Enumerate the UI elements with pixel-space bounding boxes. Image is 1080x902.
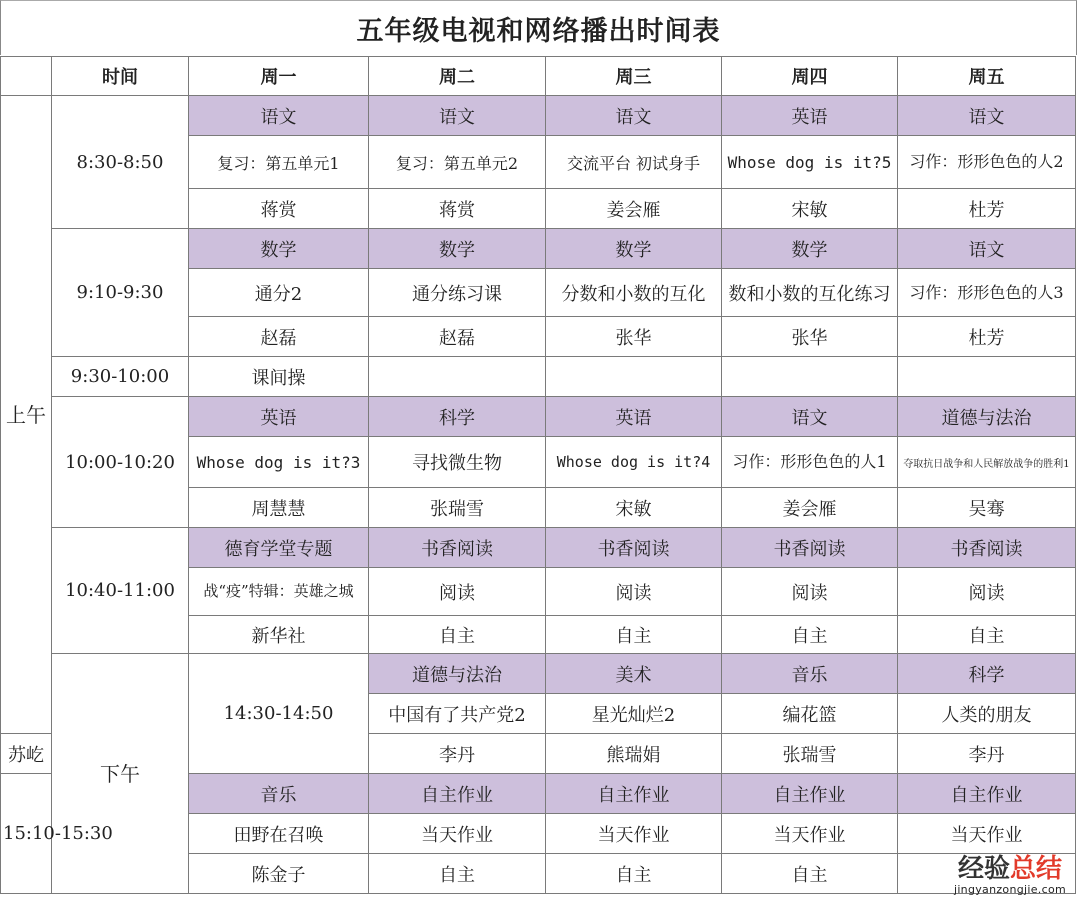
teacher-cell: 自主 xyxy=(722,616,898,654)
topic-cell: 通分2 xyxy=(189,269,369,317)
topic-cell: 通分练习课 xyxy=(369,269,546,317)
time-cell: 9:10-9:30 xyxy=(52,229,189,357)
time-cell: 14:30-14:50 xyxy=(189,654,369,774)
header-day: 周二 xyxy=(369,57,546,96)
subject-cell: 书香阅读 xyxy=(898,528,1076,568)
topic-cell: 人类的朋友 xyxy=(898,694,1076,734)
subject-cell: 数学 xyxy=(189,229,369,269)
schedule-table xyxy=(0,56,1076,894)
teacher-cell: 赵磊 xyxy=(369,317,546,357)
teacher-cell: 自主 xyxy=(546,854,722,894)
subject-cell: 道德与法治 xyxy=(898,397,1076,437)
subject-row xyxy=(1,96,1076,136)
teacher-cell: 姜会雁 xyxy=(546,189,722,229)
topic-cell: Whose dog is it?4 xyxy=(546,437,722,488)
page-title: 五年级电视和网络播出时间表 xyxy=(0,0,1077,55)
teacher-cell: 张华 xyxy=(546,317,722,357)
subject-cell: 自主作业 xyxy=(898,774,1076,814)
subject-cell: 语文 xyxy=(898,96,1076,136)
topic-cell: 分数和小数的互化 xyxy=(546,269,722,317)
topic-cell: Whose dog is it?5 xyxy=(722,136,898,189)
header-day: 周一 xyxy=(189,57,369,96)
teacher-cell: 蒋赏 xyxy=(369,189,546,229)
topic-cell: 习作：形形色色的人1 xyxy=(722,437,898,488)
teacher-cell: 蒋赏 xyxy=(189,189,369,229)
subject-cell: 书香阅读 xyxy=(369,528,546,568)
teacher-cell: 杜芳 xyxy=(898,189,1076,229)
teacher-cell: 宋敏 xyxy=(722,189,898,229)
subject-cell: 数学 xyxy=(369,229,546,269)
subject-cell: 自主作业 xyxy=(722,774,898,814)
empty-cell xyxy=(369,357,546,397)
subject-cell: 英语 xyxy=(722,96,898,136)
subject-cell: 书香阅读 xyxy=(546,528,722,568)
time-cell: 8:30-8:50 xyxy=(52,96,189,229)
topic-cell: 阅读 xyxy=(898,568,1076,616)
topic-cell: 寻找微生物 xyxy=(369,437,546,488)
teacher-cell: 张瑞雪 xyxy=(722,734,898,774)
topic-cell: 中国有了共产党2 xyxy=(369,694,546,734)
empty-cell xyxy=(546,357,722,397)
topic-cell: 星光灿烂2 xyxy=(546,694,722,734)
subject-cell: 语文 xyxy=(722,397,898,437)
period-afternoon: 下午 xyxy=(52,654,189,894)
empty-cell xyxy=(722,357,898,397)
subject-cell: 语文 xyxy=(369,96,546,136)
subject-row xyxy=(1,528,1076,568)
topic-cell: 阅读 xyxy=(369,568,546,616)
teacher-cell: 自主 xyxy=(722,854,898,894)
teacher-cell: 熊瑞娟 xyxy=(546,734,722,774)
topic-cell: 数和小数的互化练习 xyxy=(722,269,898,317)
teacher-cell: 张瑞雪 xyxy=(369,488,546,528)
subject-row xyxy=(1,397,1076,437)
topic-cell: 阅读 xyxy=(546,568,722,616)
topic-cell: 阅读 xyxy=(722,568,898,616)
subject-cell: 德育学堂专题 xyxy=(189,528,369,568)
time-cell: 10:00-10:20 xyxy=(52,397,189,528)
subject-cell: 数学 xyxy=(722,229,898,269)
teacher-cell: 姜会雁 xyxy=(722,488,898,528)
subject-cell: 音乐 xyxy=(189,774,369,814)
watermark xyxy=(954,855,1066,896)
topic-cell: Whose dog is it?3 xyxy=(189,437,369,488)
teacher-cell: 周慧慧 xyxy=(189,488,369,528)
topic-cell: 夺取抗日战争和人民解放战争的胜利1 xyxy=(898,437,1076,488)
teacher-cell: 杜芳 xyxy=(898,317,1076,357)
topic-cell: 复习：第五单元2 xyxy=(369,136,546,189)
subject-cell: 自主作业 xyxy=(546,774,722,814)
topic-cell: 复习：第五单元1 xyxy=(189,136,369,189)
teacher-cell: 李丹 xyxy=(369,734,546,774)
topic-cell: 当天作业 xyxy=(546,814,722,854)
topic-cell: 战“疫”特辑：英雄之城 xyxy=(189,568,369,616)
subject-cell: 语文 xyxy=(898,229,1076,269)
teacher-cell: 新华社 xyxy=(189,616,369,654)
subject-cell: 自主作业 xyxy=(369,774,546,814)
subject-cell: 英语 xyxy=(546,397,722,437)
subject-cell: 美术 xyxy=(546,654,722,694)
teacher-cell: 陈金子 xyxy=(189,854,369,894)
teacher-cell: 宋敏 xyxy=(546,488,722,528)
subject-row xyxy=(1,229,1076,269)
teacher-cell: 赵磊 xyxy=(189,317,369,357)
break-row xyxy=(1,357,1076,397)
header-day: 周四 xyxy=(722,57,898,96)
subject-row xyxy=(1,654,1076,694)
empty-cell xyxy=(898,357,1076,397)
teacher-cell: 自主 xyxy=(898,616,1076,654)
topic-cell: 编花篮 xyxy=(722,694,898,734)
subject-cell: 书香阅读 xyxy=(722,528,898,568)
subject-cell: 数学 xyxy=(546,229,722,269)
topic-cell: 习作：形形色色的人2 xyxy=(898,136,1076,189)
topic-cell: 交流平台 初试身手 xyxy=(546,136,722,189)
header-day: 周三 xyxy=(546,57,722,96)
break-cell: 课间操 xyxy=(189,357,369,397)
subject-cell: 语文 xyxy=(189,96,369,136)
topic-cell: 当天作业 xyxy=(722,814,898,854)
topic-cell: 田野在召唤 xyxy=(189,814,369,854)
watermark-url: jingyanzongjie.com xyxy=(953,883,1066,896)
time-cell: 10:40-11:00 xyxy=(52,528,189,654)
subject-cell: 音乐 xyxy=(722,654,898,694)
teacher-cell: 苏屹 xyxy=(1,734,52,774)
subject-cell: 科学 xyxy=(369,397,546,437)
teacher-cell: 自主 xyxy=(369,854,546,894)
teacher-cell: 自主 xyxy=(546,616,722,654)
period-morning: 上午 xyxy=(1,96,52,734)
corner-cell xyxy=(1,57,52,96)
teacher-cell: 张华 xyxy=(722,317,898,357)
topic-cell: 当天作业 xyxy=(369,814,546,854)
topic-cell: 习作：形形色色的人3 xyxy=(898,269,1076,317)
time-cell: 15:10-15:30 xyxy=(1,774,52,894)
subject-cell: 语文 xyxy=(546,96,722,136)
time-cell: 9:30-10:00 xyxy=(52,357,189,397)
subject-cell: 科学 xyxy=(898,654,1076,694)
subject-cell: 道德与法治 xyxy=(369,654,546,694)
header-row xyxy=(1,57,1076,96)
header-day: 周五 xyxy=(898,57,1076,96)
teacher-cell: 李丹 xyxy=(898,734,1076,774)
watermark-logo: 经验总结 xyxy=(957,854,1062,884)
teacher-cell: 吴骞 xyxy=(898,488,1076,528)
topic-cell: 当天作业 xyxy=(898,814,1076,854)
teacher-cell: 自主 xyxy=(369,616,546,654)
subject-cell: 英语 xyxy=(189,397,369,437)
header-time: 时间 xyxy=(52,57,189,96)
